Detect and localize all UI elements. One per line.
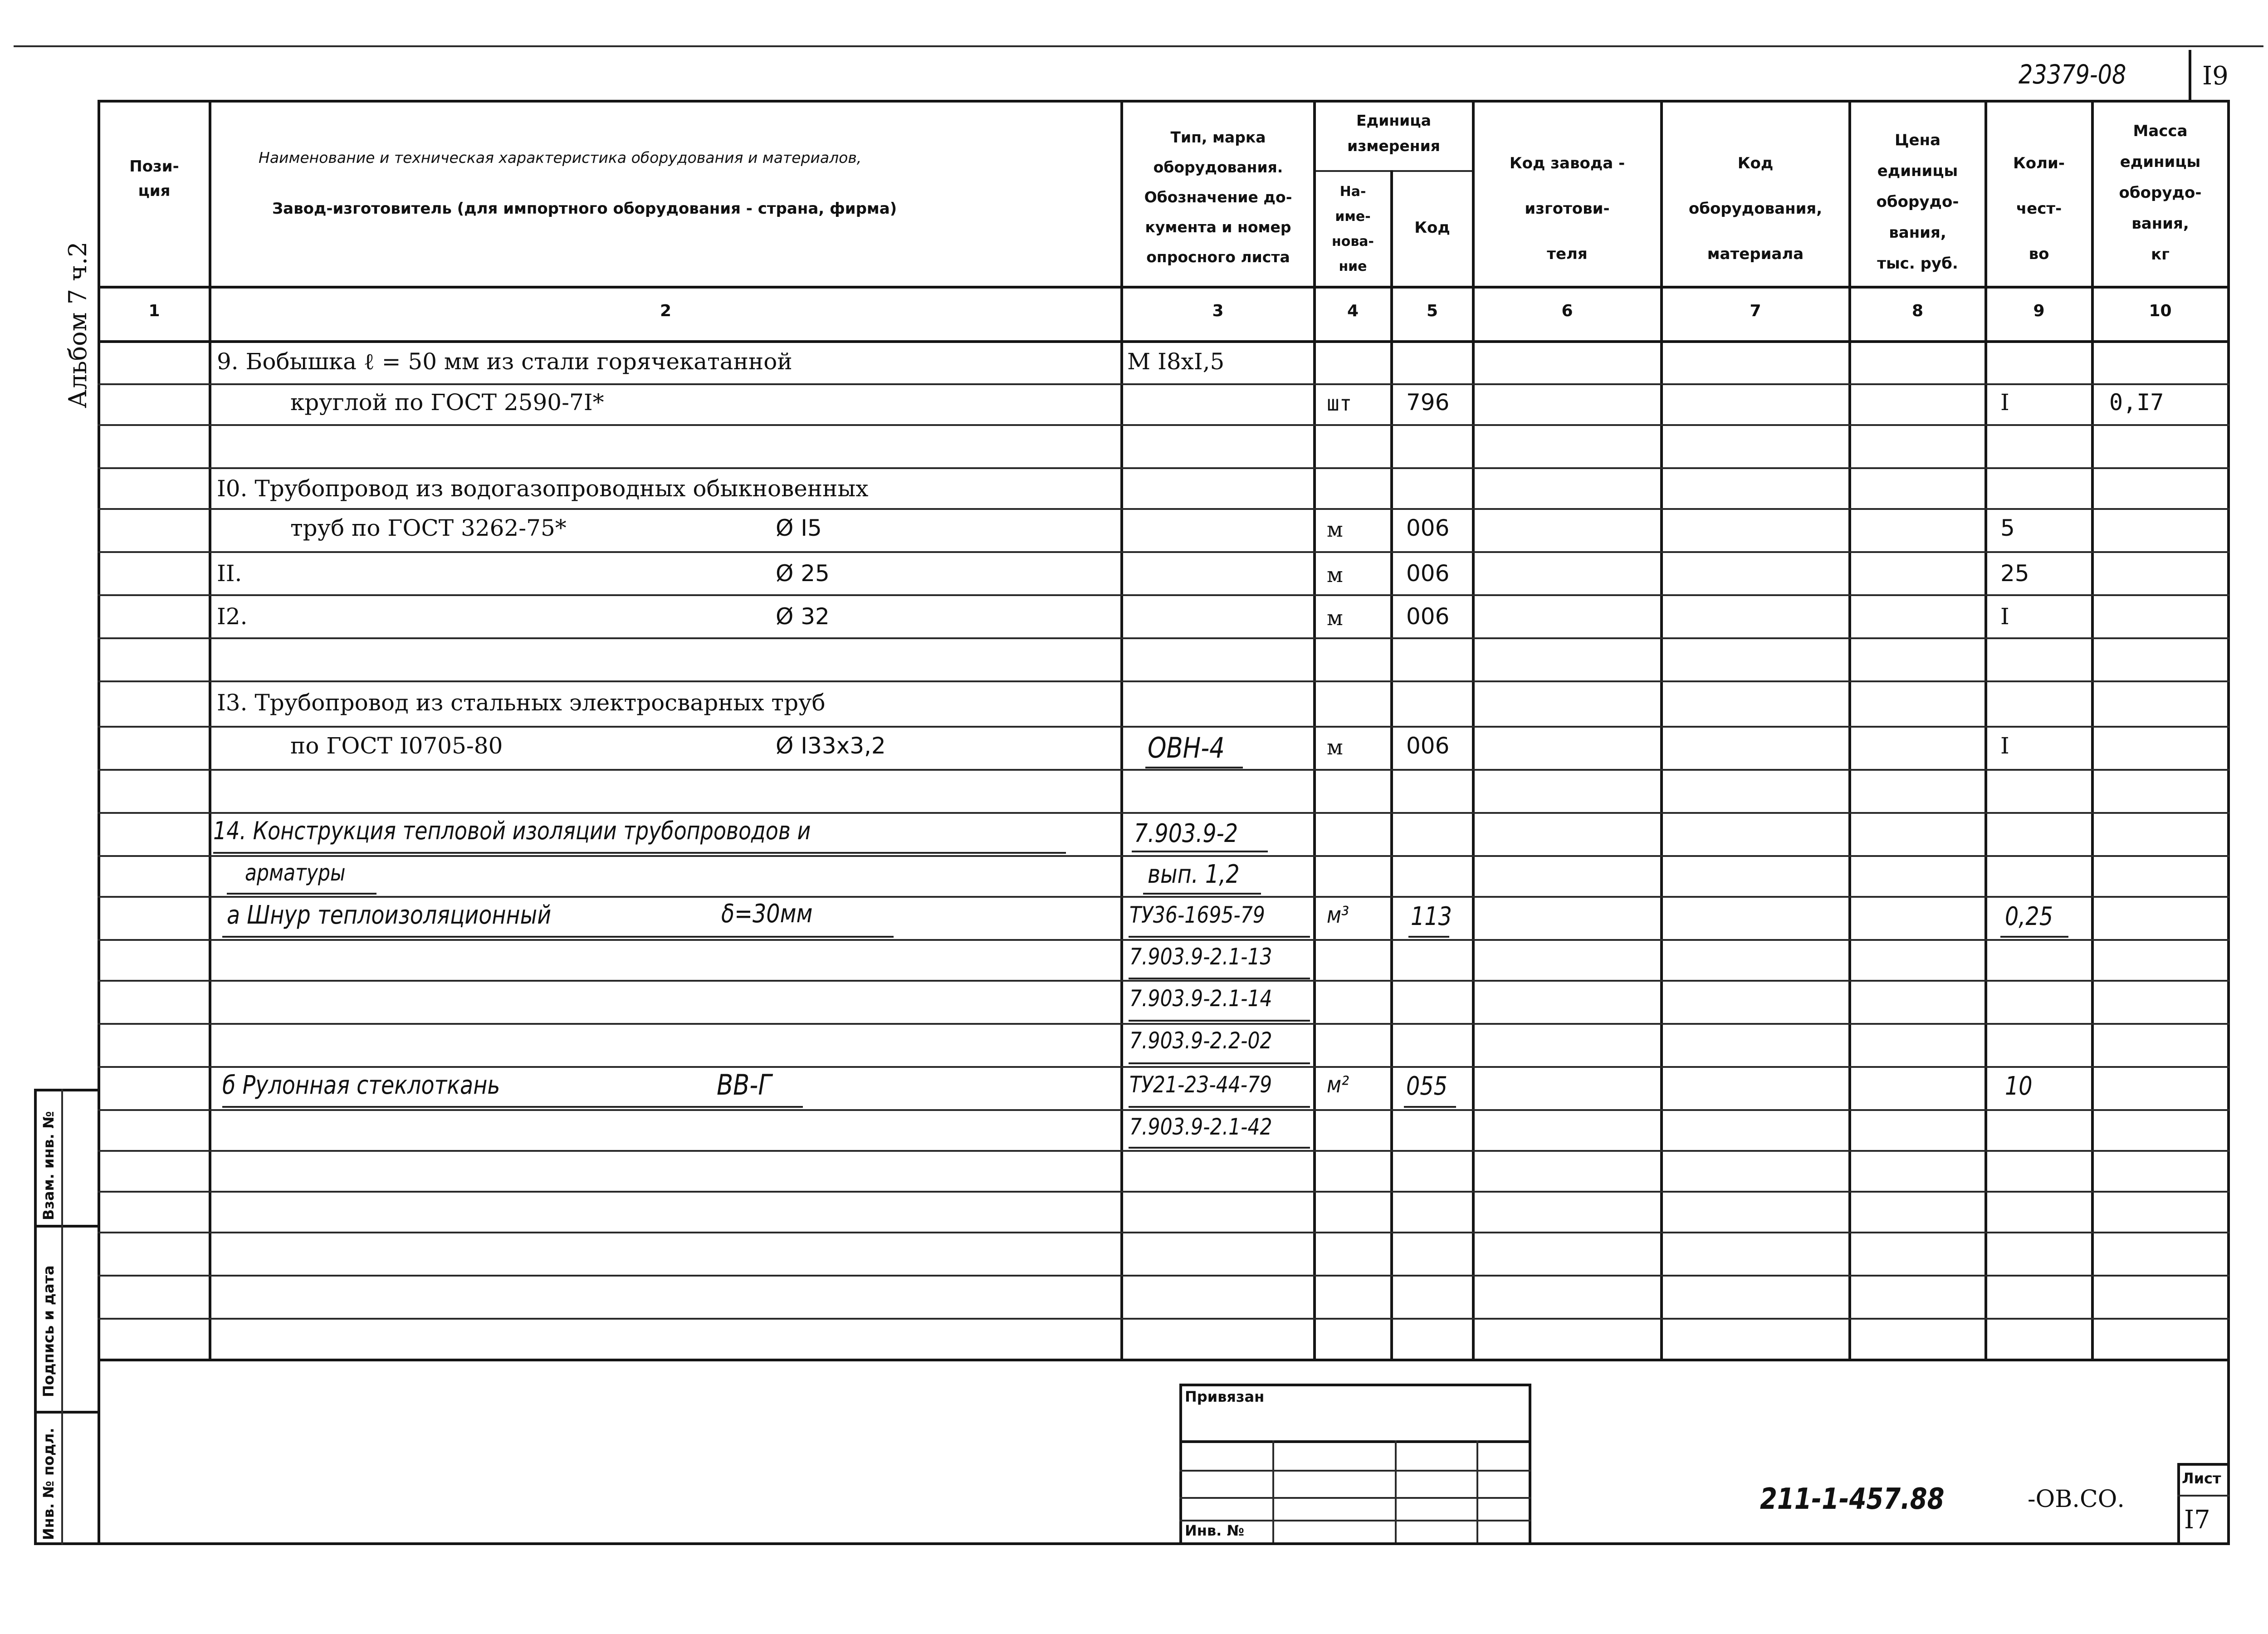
row-doc-ref-underline (1129, 1147, 1310, 1149)
row-13b-qty: I (2000, 733, 2009, 759)
margin-cell-signature: Подпись и дата (40, 1265, 57, 1397)
row-13b-type: ОВН-4 (1148, 731, 1225, 764)
margin-top (34, 1089, 100, 1091)
col-number: 2 (660, 302, 672, 320)
row-10b-unit: м (1327, 517, 1343, 542)
col-line-7 (1848, 100, 1851, 1359)
row-12-text: I2. (217, 603, 248, 630)
row-line (98, 1066, 2229, 1068)
row-14a-code-underline (1408, 936, 1449, 938)
row-line (98, 551, 2229, 553)
row-11-text: II. (217, 560, 242, 587)
row-12-unit: м (1327, 606, 1343, 630)
row-14a-unit: м³ (1327, 902, 1349, 928)
col-line-6 (1660, 100, 1663, 1359)
row-line (98, 1191, 2229, 1193)
frame-right (2227, 100, 2230, 1545)
row-9b-mass: 0,I7 (2109, 389, 2164, 416)
page-number: I9 (2202, 61, 2229, 91)
row-14a-doc: ТУ36-1695-79 (1129, 902, 1265, 928)
row-12-qty: I (2000, 603, 2009, 630)
row-14b2-code-underline (1404, 1106, 1456, 1108)
col-line-2 (1120, 100, 1123, 1359)
row-line (98, 1232, 2229, 1233)
row-line (98, 637, 2229, 639)
col-number: 7 (1750, 302, 1761, 320)
col2-header-line2: Завод-изготовитель (для импортного оборудования - страна, фирма) (272, 200, 897, 218)
row-14a-text: а Шнур теплоизоляционный (227, 900, 552, 930)
col7-header: Код оборудования, материала (1688, 154, 1823, 263)
row-line (98, 980, 2229, 982)
sheet-box-mid (2177, 1495, 2229, 1497)
col-number: 10 (2149, 302, 2172, 320)
row-13b-type-underline (1145, 767, 1243, 768)
table-bottom (98, 1359, 2229, 1361)
row-9-text: 9. Бобышка ℓ = 50 мм из стали горячекатанной (217, 348, 792, 375)
album-label: Альбом 7 ч.2 (64, 241, 92, 408)
row-9b-text: круглой по ГОСТ 2590-7I* (290, 389, 604, 416)
margin-div1 (34, 1225, 100, 1228)
col9-header: Коли- чест- во (2013, 154, 2065, 263)
stamp-col (1272, 1440, 1274, 1542)
row-line (98, 1275, 2229, 1277)
row-14b-doc: вып. 1,2 (1148, 860, 1240, 889)
col-number: 8 (1911, 302, 1924, 320)
col-line-5 (1472, 100, 1475, 1359)
row-line (98, 812, 2229, 814)
col-line-9 (2091, 100, 2094, 1359)
row-doc-ref-underline (1129, 1020, 1310, 1022)
row-14b2-text: б Рулонная стеклоткань (222, 1071, 500, 1100)
row-10b-code: 006 (1406, 515, 1450, 541)
col1-header: Пози- ция (129, 157, 179, 200)
row-14a-qty-underline (2000, 936, 2068, 938)
unit-group-header: Единица измерения (1347, 112, 1440, 155)
row-line (98, 769, 2229, 771)
col-number: 4 (1347, 302, 1359, 320)
row-14-underline (213, 852, 1066, 854)
number-row-bottom (98, 340, 2229, 343)
row-14a-doc-underline (1129, 936, 1310, 938)
margin-div2 (34, 1411, 100, 1414)
doc-code: 23379-08 (2019, 59, 2126, 90)
row-line (98, 1150, 2229, 1152)
row-14a-code: 113 (1411, 902, 1452, 931)
row-11-qty: 25 (2000, 560, 2029, 587)
row-14a-dia: δ=30мм (721, 899, 813, 929)
row-line (98, 726, 2229, 728)
row-line (98, 939, 2229, 941)
row-14b-text: арматуры (245, 860, 346, 886)
col-line-4 (1390, 170, 1393, 1359)
sheet-label: Лист (2182, 1470, 2221, 1487)
row-line (98, 508, 2229, 510)
row-14a-underline (222, 936, 894, 938)
stamp-top (1179, 1384, 1531, 1386)
doc-designation: 211-1-457.88 (1760, 1482, 1945, 1516)
col-number: 5 (1426, 302, 1438, 320)
row-14b-doc-underline (1143, 893, 1261, 895)
col5-header: Код (1414, 219, 1450, 237)
frame-top (98, 100, 2229, 103)
header-bottom (98, 286, 2229, 289)
sheet-number: I7 (2184, 1505, 2210, 1535)
row-doc-ref: 7.903.9-2.1-14 (1129, 985, 1272, 1012)
row-12-code: 006 (1406, 603, 1450, 630)
row-line (98, 855, 2229, 857)
col-number: 6 (1561, 302, 1573, 320)
row-13b-unit: м (1327, 735, 1343, 759)
row-9-type: М I8xI,5 (1127, 348, 1225, 375)
row-line (98, 680, 2229, 682)
col-number: 3 (1212, 302, 1224, 320)
row-12-dia: Ø 32 (776, 603, 830, 630)
col-number: 9 (2033, 302, 2045, 320)
row-13-text: I3. Трубопровод из стальных электросварных труб (217, 690, 826, 716)
row-line (98, 1023, 2229, 1025)
row-14b2-unit: м² (1327, 1071, 1349, 1098)
col4-header: На- име- нова- ние (1331, 184, 1374, 274)
row-11-unit: м (1327, 563, 1343, 587)
row-13b-dia: Ø I33x3,2 (776, 733, 886, 759)
col6-header: Код завода - изготови- теля (1509, 154, 1625, 263)
row-9b-qty: I (2000, 389, 2009, 416)
col-number: 1 (148, 302, 160, 320)
col-line-3 (1313, 100, 1316, 1359)
row-10b-text: труб по ГОСТ 3262-75* (290, 515, 567, 541)
stamp-col (1395, 1440, 1397, 1542)
row-line (98, 594, 2229, 596)
row-line (98, 467, 2229, 469)
row-doc-ref: 7.903.9-2.2-02 (1129, 1027, 1272, 1054)
row-14-doc: 7.903.9-2 (1134, 819, 1238, 848)
row-14b2-doc: ТУ21-23-44-79 (1129, 1071, 1272, 1098)
row-doc-ref: 7.903.9-2.1-42 (1129, 1114, 1272, 1140)
col-line-1 (209, 100, 211, 1359)
row-9b-unit: шт (1327, 391, 1352, 416)
margin-cell-inventory: Инв. № подл. (40, 1428, 57, 1540)
margin-cell-replacement: Взам. инв. № (40, 1111, 57, 1220)
row-14-doc-underline (1132, 851, 1268, 852)
row-line (98, 896, 2229, 898)
stamp-col (1476, 1440, 1478, 1542)
row-10b-qty: 5 (2000, 515, 2015, 541)
row-line (98, 1318, 2229, 1320)
privyazan-label: Привязан (1185, 1388, 1265, 1405)
row-10-text: I0. Трубопровод из водогазопроводных обыкновенных (217, 475, 869, 502)
row-line (98, 424, 2229, 426)
row-14-text: 14. Конструкция тепловой изоляции трубопроводов и (213, 817, 811, 845)
row-14b2-dia: ВВ-Г (717, 1068, 772, 1101)
row-14b2-doc-underline (1129, 1106, 1310, 1108)
sheet-box-top (2177, 1463, 2229, 1466)
row-13b-text: по ГОСТ I0705-80 (290, 733, 503, 759)
doc-suffix: -ОВ.СО. (2028, 1486, 2125, 1513)
row-11-code: 006 (1406, 560, 1450, 587)
margin-left-edge (34, 1089, 37, 1545)
top-rule (14, 45, 2263, 47)
sheet-box-left (2177, 1463, 2180, 1545)
row-14b2-underline (222, 1106, 803, 1108)
row-14a-qty: 0,25 (2005, 902, 2053, 931)
row-9b-code: 796 (1406, 389, 1450, 416)
col3-header: Тип, марка оборудования. Обозначение до- кумента и номер опросного листа (1144, 128, 1292, 266)
row-10b-dia: Ø I5 (776, 515, 822, 541)
row-doc-ref-underline (1129, 978, 1310, 979)
row-doc-ref-underline (1129, 1062, 1310, 1064)
row-14b2-qty: 10 (2005, 1071, 2033, 1101)
inv-no-label: Инв. № (1185, 1522, 1244, 1539)
frame-bottom (34, 1542, 2230, 1545)
margin-inner (61, 1089, 63, 1545)
col2-header-line1: Наименование и техническая характеристика оборудования и материалов, (259, 149, 862, 166)
col8-header: Цена единицы оборудо- вания, тыс. руб. (1876, 131, 1959, 273)
row-11-dia: Ø 25 (776, 560, 830, 587)
row-14b2-code: 055 (1406, 1071, 1447, 1101)
row-doc-ref: 7.903.9-2.1-13 (1129, 944, 1272, 970)
page-number-divider (2189, 50, 2191, 100)
col10-header: Масса единицы оборудо- вания, кг (2119, 122, 2202, 264)
col-line-8 (1984, 100, 1987, 1359)
row-13b-code: 006 (1406, 733, 1450, 759)
row-line (98, 1109, 2229, 1111)
row-14b-underline (227, 893, 376, 895)
row-line (98, 383, 2229, 385)
